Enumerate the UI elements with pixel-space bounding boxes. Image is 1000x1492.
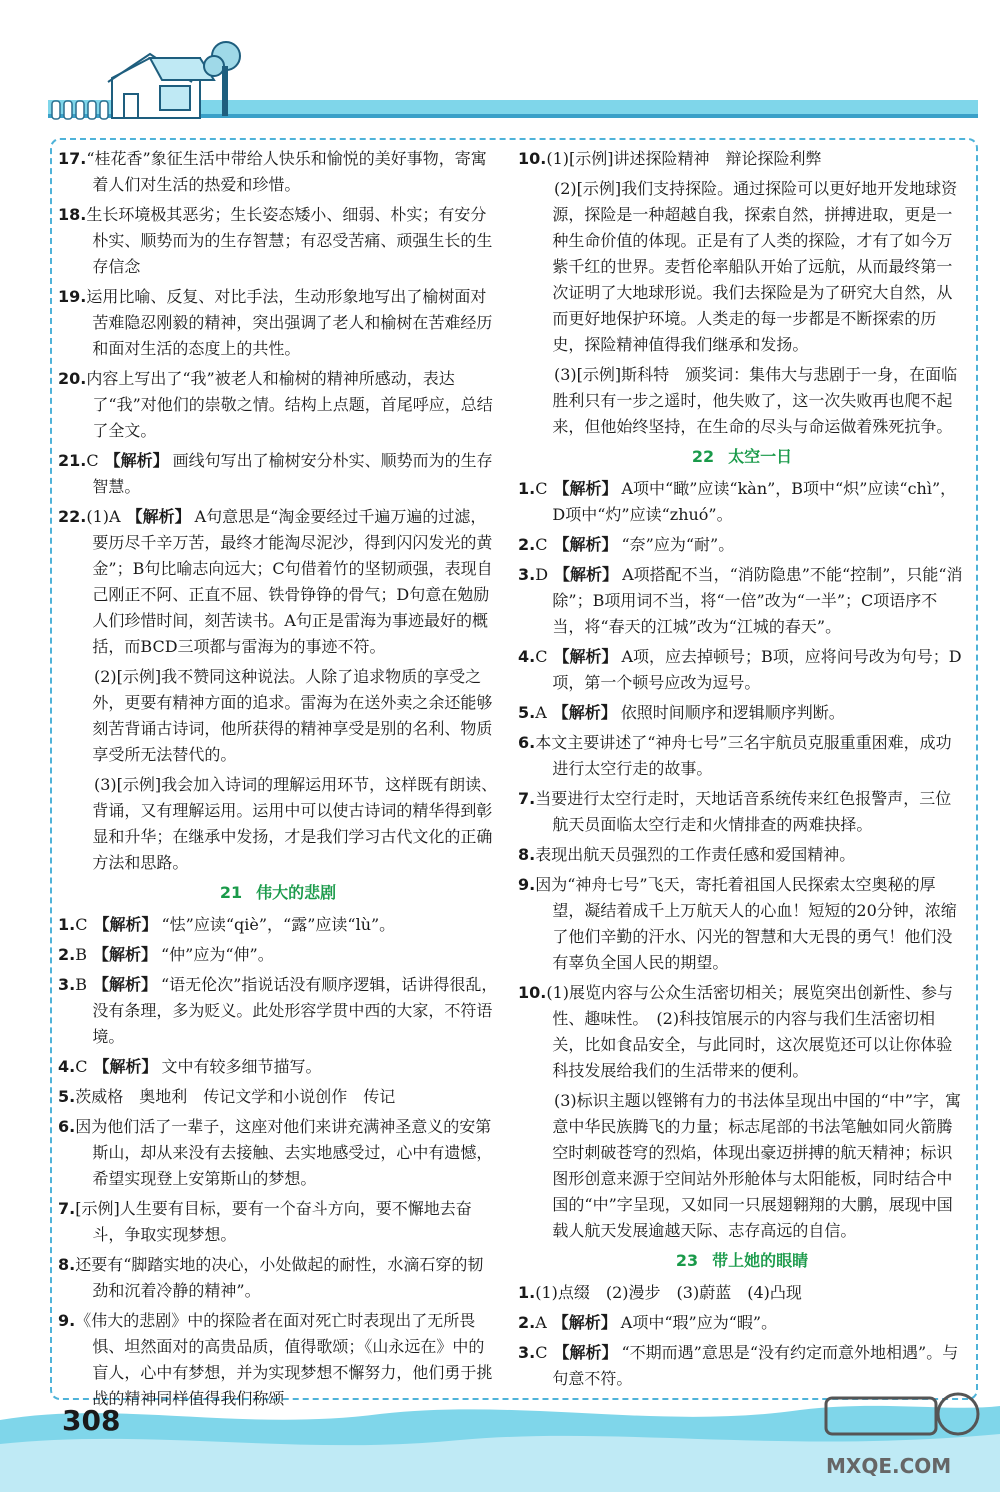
answer-item-18: 18.生长环境极其恶劣；生长姿态矮小、细弱、朴实；有安分朴实、顺势而为的生存智慧；有忍受苦痛、顽强生长的生存信念 bbox=[58, 205, 493, 276]
section-heading-23: 23 带上她的眼睛 bbox=[675, 1251, 809, 1270]
answer-item-22-8: 8.表现出航天员强烈的工作责任感和爱国精神。 bbox=[518, 845, 856, 864]
left-column bbox=[58, 146, 498, 1416]
answer-item-22-5: 5.A 【解析】 依照时间顺序和逻辑顺序判断。 bbox=[518, 703, 845, 722]
answer-item-21-6: 6.因为他们活了一辈子，这座对他们来讲充满神圣意义的安第斯山，却从来没有去接触、去实地感受过，心中有遗憾，希望实现登上安第斯山的梦想。 bbox=[58, 1117, 493, 1188]
house-icon bbox=[108, 54, 214, 118]
answer-item-21-3: 3.B 【解析】 “语无伦次”指说话没有顺序逻辑，话讲得很乱，没有条理，多为贬义。此处形容学贯中西的大家，不符语境。 bbox=[58, 975, 498, 1046]
answer-item-21: 21.C 【解析】 画线句写出了榆树安分朴实、顺势而为的生存智慧。 bbox=[58, 451, 493, 496]
answer-item-19: 19.运用比喻、反复、对比手法，生动形象地写出了榆树面对苦难隐忍刚毅的精神，突出强调了老人和榆树在苦难经历和面对生活的态度上的共性。 bbox=[58, 287, 493, 358]
answer-item-17: 17.“桂花香”象征生活中带给人快乐和愉悦的美好事物，寄寓着人们对生活的热爱和珍惜。 bbox=[58, 149, 487, 194]
fence-icon bbox=[52, 101, 108, 119]
answer-sub-10-2: (2)[示例]我们支持探险。通过探险可以更好地开发地球资源，探险是一种超越自我，探索自然，拼搏进取，更是一种生命价值的体现。正是有了人类的探险，才有了如今万紫千红的世界。麦哲伦率船队开始了远航，从而最终第一次证明了大地球形说。我们去探险是为了研究大自然，从而更好地保护环境。人类走的每一步都是不断探索的历史，探险精神值得我们继承和发扬。 bbox=[552, 179, 958, 354]
answer-item-10: 10.(1)[示例]讲述探险精神 辩论探险利弊 bbox=[518, 149, 822, 168]
answer-item-22-7: 7.当要进行太空行走时，天地话音系统传来红色报警声，三位航天员面临太空行走和火情排查的两难抉择。 bbox=[518, 789, 952, 834]
watermark-text: MXQE.COM bbox=[826, 1454, 952, 1478]
answer-item-22: 22.(1)A 【解析】 A句意思是“淘金要经过千遍万遍的过滤，要历尽千辛万苦，最终才能淘尽泥沙，得到闪闪发光的黄金”；B句比喻志向远大；C句借着竹的坚韧顽强，表现自己刚正不阿、正直不屈、铁骨铮铮的骨气；D句意在勉励人们珍惜时间，刻苦读书。A句正是雷海为事迹最好的概括，而BCD三项都与雷海为的事迹不符。 bbox=[58, 507, 493, 656]
answer-item-22-1: 1.C 【解析】 A项中“瞰”应读“kàn”，B项中“炽”应读“chì”，D项中“灼”应读“zhuó”。 bbox=[518, 479, 957, 524]
section-heading-22: 22 太空一日 bbox=[691, 447, 793, 466]
answer-item-21-1: 1.C 【解析】 “怯”应读“qiè”，“露”应读“lù”。 bbox=[58, 915, 396, 934]
answer-sub-22-2: (2)[示例]我不赞同这种说法。人除了追求物质的享受之外，更要有精神方面的追求。雷海为在送外卖之余还能够刻苦背诵古诗词，他所获得的精神享受是别的名利、物质享受所无法替代的。 bbox=[92, 667, 493, 764]
answer-item-21-8: 8.还要有“脚踏实地的决心，小处做起的耐性，水滴石穿的韧劲和沉着冷静的精神”。 bbox=[58, 1255, 484, 1300]
answer-item-21-5: 5.茨威格 奥地利 传记文学和小说创作 传记 bbox=[58, 1087, 396, 1106]
answer-item-20: 20.内容上写出了“我”被老人和榆树的精神所感动，表达了“我”对他们的崇敬之情。结构上点题，首尾呼应，总结了全文。 bbox=[58, 369, 493, 440]
section-heading-21: 21 伟大的悲剧 bbox=[219, 883, 337, 902]
answer-item-22-9: 9.因为“神舟七号”飞天，寄托着祖国人民探索太空奥秘的厚望，凝结着成千上万航天人的心血！短短的20分钟，浓缩了他们辛勤的汗水、闪光的智慧和大无畏的勇气！他们没有辜负全国人民的期望。 bbox=[518, 875, 957, 972]
answer-item-23-1: 1.(1)点缀 (2)漫步 (3)蔚蓝 (4)凸现 bbox=[518, 1283, 802, 1302]
answer-item-21-7: 7.[示例]人生要有目标，要有一个奋斗方向，要不懈地去奋斗，争取实现梦想。 bbox=[58, 1199, 472, 1244]
answer-item-22-4: 4.C 【解析】 A项，应去掉顿号；B项，应将问号改为句号；D项，第一个顿号应改为逗号。 bbox=[518, 647, 962, 692]
page-number: 308 bbox=[62, 1404, 121, 1437]
answer-sub-22-3: (3)[示例]我会加入诗词的理解运用环节，这样既有朗读、背诵，又有理解运用。运用中可以使古诗词的精华得到彰显和升华；在继承中发扬，才是我们学习古代文化的正确方法和思路。 bbox=[92, 775, 498, 872]
answer-item-22-6: 6.本文主要讲述了“神舟七号”三名宇航员克服重重困难，成功进行太空行走的故事。 bbox=[518, 733, 952, 778]
answer-item-22-3: 3.D 【解析】 A项搭配不当，“消防隐患”不能“控制”，只能“消除”；B项用词不当，将“一倍”改为“一半”；C项语序不当，将“春天的江城”改为“江城的春天”。 bbox=[518, 565, 963, 636]
right-column bbox=[518, 146, 966, 1396]
answer-item-23-2: 2.A 【解析】 A项中“瑕”应为“暇”。 bbox=[518, 1313, 778, 1332]
answer-item-22-2: 2.C 【解析】 “奈”应为“耐”。 bbox=[518, 535, 735, 554]
header-decoration bbox=[0, 0, 1000, 135]
answer-item-21-4: 4.C 【解析】 文中有较多细节描写。 bbox=[58, 1057, 322, 1076]
answer-item-23-3: 3.C 【解析】 “不期而遇”意思是“没有约定而意外地相遇”。与句意不符。 bbox=[518, 1343, 959, 1388]
answer-sub-10-3: (3)[示例]斯科特 颁奖词：集伟大与悲剧于一身，在面临胜利只有一步之遥时，他失败了，这一次失败再也爬不起来，但他始终坚持，在生命的尽头与命运做着殊死抗争。 bbox=[552, 365, 958, 436]
answer-item-21-9: 9.《伟大的悲剧》中的探险者在面对死亡时表现出了无所畏惧、坦然面对的高贵品质，值得歌颂；《山永远在》中的盲人，心中有梦想，并为实现梦想不懈努力，他们勇于挑战的精神同样值得我们称颂 bbox=[58, 1311, 493, 1408]
answer-item-22-10: 10.(1)展览内容与公众生活密切相关；展览突出创新性、参与性、趣味性。 (2)科技馆展示的内容与我们生活密切相关，比如食品安全，与此同时，这次展览还可以让你体验科技发展给我们的生活带来的便利。 bbox=[518, 983, 954, 1080]
answer-sub-22-10-3: (3)标识主题以铿锵有力的书法体呈现出中国的“中”字，寓意中华民族腾飞的力量；标志尾部的书法笔触如同火箭腾空时刺破苍穹的烈焰，体现出豪迈拼搏的航天精神；标识图形创意来源于空间站外形舱体与太阳能板，同时结合中国的“中”字呈现，又如同一只展翅翱翔的大鹏，展现中国载人航天发展逾越天际、志存高远的自信。 bbox=[552, 1091, 962, 1240]
answer-item-21-2: 2.B 【解析】 “仲”应为“伸”。 bbox=[58, 945, 274, 964]
